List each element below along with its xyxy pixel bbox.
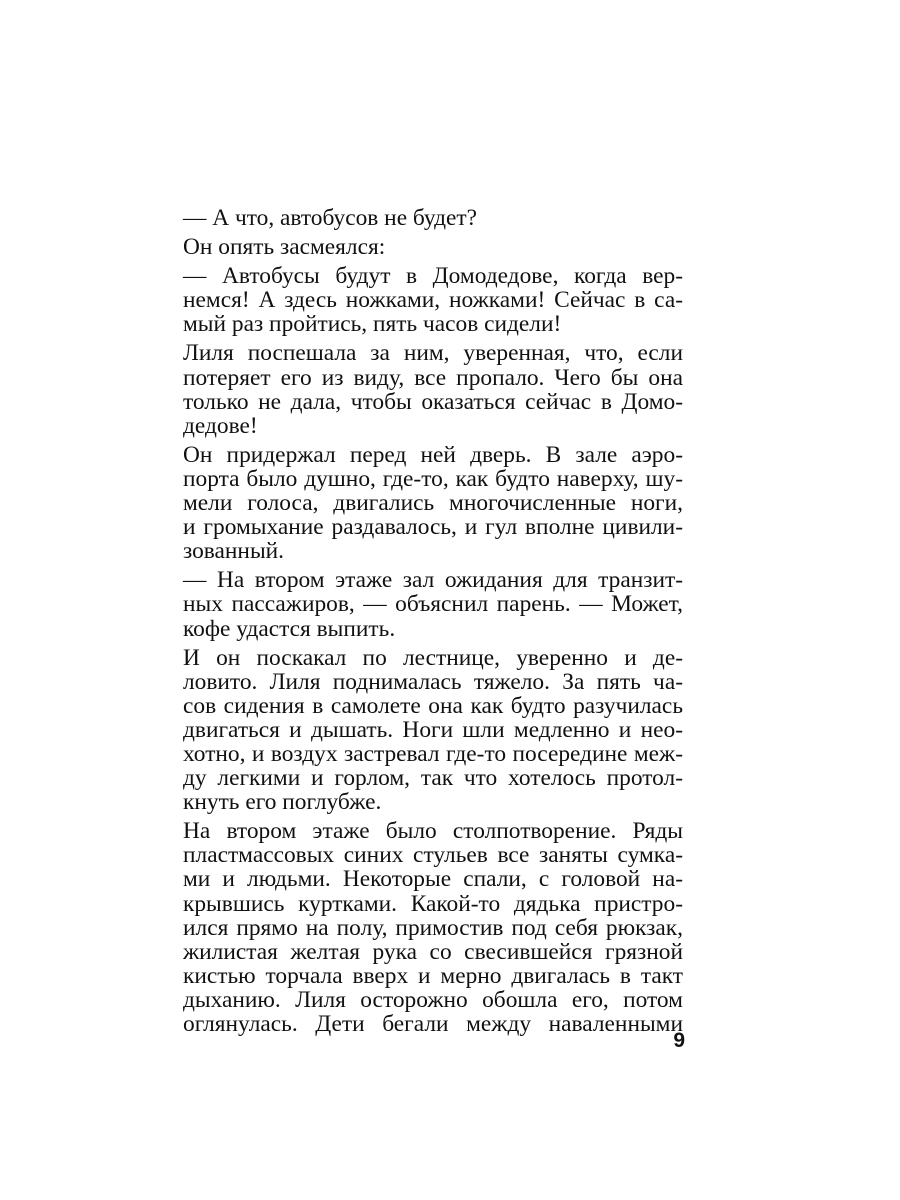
text-line: крывшись куртками. Какой-то дядька пристро- [183, 890, 683, 917]
text-line: На втором этаже было столпотворение. Ряды [183, 818, 683, 845]
text-line: ми и людьми. Некоторые спали, с головой на- [183, 866, 683, 893]
text-line: Лиля поспешала за ним, уверенная, что, если [183, 340, 683, 367]
book-text [157, 206, 683, 1041]
page-number: 9 [673, 1029, 685, 1052]
text-line: хотно, и воздух застревал где-то посередине меж- [183, 740, 683, 767]
text-line: жилистая желтая рука со свесившейся грязной [183, 938, 683, 965]
text-line: оглянулась. Дети бегали между наваленными [183, 1011, 683, 1037]
paragraph [157, 819, 683, 1036]
text-line: дедове! [183, 412, 258, 439]
text-line: — На втором этаже зал ожидания для транзит- [183, 567, 683, 594]
text-line: ился прямо на полу, примостив под себя рюкзак, [183, 914, 683, 941]
text-line: и громыхание раздавалось, и гул вполне цивили- [183, 514, 683, 541]
text-line: только не дала, чтобы оказаться сейчас в Домо- [183, 388, 683, 415]
text-line: мый раз пройтись, пять часов сидели! [183, 311, 562, 338]
text-line: кофе удастся выпить. [183, 615, 396, 642]
text-line: мели голоса, двигались многочисленные ноги, [183, 490, 683, 517]
text-line: дыханию. Лиля осторожно обошла его, потом [183, 986, 683, 1013]
paragraph [157, 206, 683, 230]
paragraph [157, 646, 683, 815]
text-line: потеряет его из виду, все пропало. Чего бы она [183, 364, 683, 391]
text-line: — А что, автобусов не будет? [183, 205, 478, 231]
text-line: сов сидения в самолете она как будто разучилась [183, 692, 683, 719]
text-line: Он придержал перед ней дверь. В зале аэро- [183, 441, 683, 468]
paragraph [157, 568, 683, 640]
text-line: кистью торчала вверх и мерно двигалась в такт [183, 962, 683, 989]
text-line: пластмассовых синих стульев все заняты сумка- [183, 842, 683, 869]
text-line: немся! А здесь ножками, ножками! Сейчас в са- [183, 287, 683, 314]
text-line: — Автобусы будут в Домодедове, когда вер- [183, 263, 683, 290]
text-line: Он опять засмеялся: [183, 234, 386, 261]
paragraph [157, 235, 683, 259]
text-line: кнуть его поглубже. [183, 789, 382, 816]
text-line: И он поскакал по лестнице, уверенно и де- [183, 644, 683, 671]
text-line: ловито. Лиля поднималась тяжело. За пять ча- [183, 668, 683, 695]
text-line: порта было душно, где-то, как будто наверху, шу- [183, 465, 683, 492]
text-line: двигаться и дышать. Ноги шли медленно и нео- [183, 716, 683, 743]
text-line: зованный. [183, 538, 285, 565]
paragraph [157, 264, 683, 336]
text-line: ных пассажиров, — объяснил парень. — Может, [183, 591, 683, 618]
paragraph [157, 341, 683, 437]
paragraph [157, 443, 683, 563]
text-line: ду легкими и горлом, так что хотелось протол- [183, 765, 683, 792]
